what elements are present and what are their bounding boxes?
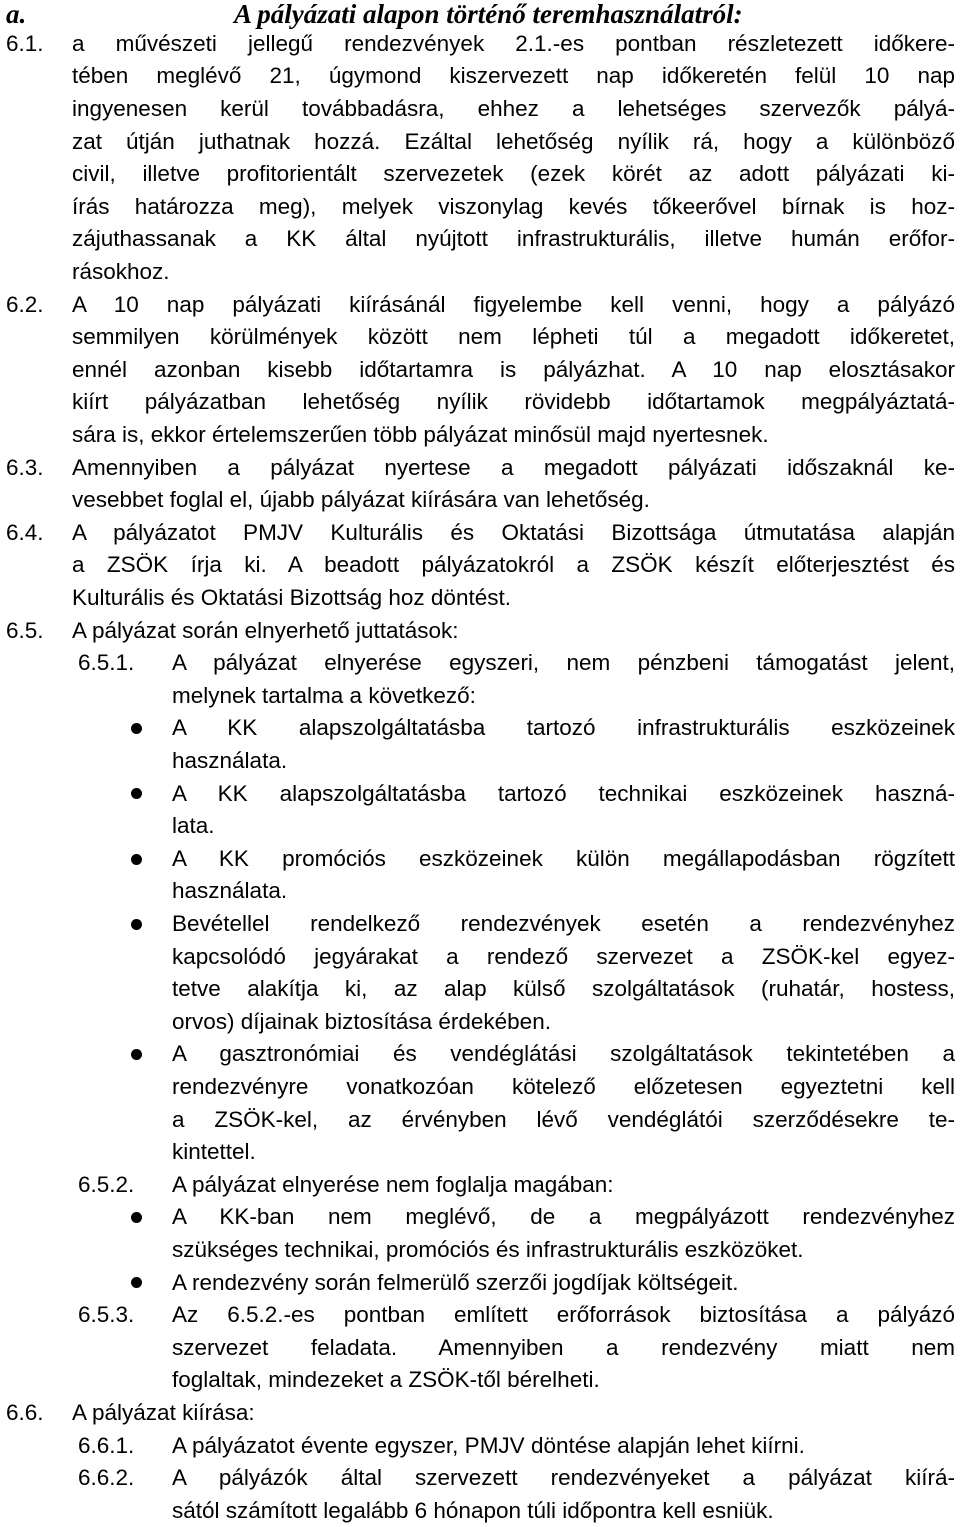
text-line: A pályázat elnyerése egyszeri, nem pénzbeni támogatást jelent, [172, 650, 955, 676]
text-line: a ZSÖK-kel, az érvényben lévő vendéglátói szerződésekre te- [172, 1106, 955, 1132]
text-line: lata. [172, 813, 215, 839]
text-line: A pályázat kiírása: [72, 1399, 255, 1425]
text-line: kapcsolódó jegyárakat a rendező szervezet a ZSÖK-kel egyez- [172, 943, 955, 969]
text-line: A pályázatot PMJV Kulturális és Oktatási Bizottsága útmutatása alapján [72, 519, 955, 545]
text-line: tetve alakítja ki, az alap külső szolgáltatások (ruhatár, hostess, [172, 976, 955, 1002]
text-line: A pályázók által szervezett rendezvényeket a pályázat kiírá- [172, 1465, 955, 1491]
text-line: A 10 nap pályázati kiírásánál figyelembe kell venni, hogy a pályázó [72, 291, 955, 317]
text-line: szükséges technikai, promóciós és infrastrukturális eszközöket. [172, 1236, 804, 1262]
text-line: rendezvényre vonatkozóan kötelező előzetesen egyeztetni kell [172, 1073, 955, 1099]
item-number: 6.6. [6, 1399, 44, 1425]
text-line: A KK alapszolgáltatásba tartozó infrastrukturális eszközeinek [172, 715, 955, 741]
text-line: A rendezvény során felmerülő szerzői jogdíjak költségeit. [172, 1269, 739, 1295]
item-number: 6.2. [6, 291, 44, 317]
item-number: 6.6.1. [78, 1432, 135, 1458]
text-line: a művészeti jellegű rendezvények 2.1.-es pontban részletezett időkere- [72, 30, 955, 56]
bullet-icon [131, 919, 142, 930]
bullet-icon [131, 1049, 142, 1060]
text-line: ennél azonban kisebb időtartamra is pályázhat. A 10 nap elosztásakor [72, 356, 955, 382]
bullet-icon [131, 788, 142, 799]
text-line: kintettel. [172, 1139, 256, 1165]
text-line: Az 6.5.2.-es pontban említett erőforrások biztosítása a pályázó [172, 1302, 955, 1328]
text-line: Bevétellel rendelkező rendezvények esetén a rendezvényhez [172, 910, 955, 936]
text-line: sától számított legalább 6 hónapon túli időpontra kell esniük. [172, 1497, 774, 1523]
text-line: A gasztronómiai és vendéglátási szolgáltatások tekintetében a [172, 1041, 955, 1067]
item-number: 6.3. [6, 454, 44, 480]
text-line: melynek tartalma a következő: [172, 682, 476, 708]
heading-number: a. [6, 0, 27, 29]
text-line: a ZSÖK írja ki. A beadott pályázatokról a ZSÖK készít előterjesztést és [72, 552, 955, 578]
text-line: használata. [172, 747, 288, 773]
item-number: 6.5. [6, 617, 44, 643]
item-number: 6.4. [6, 519, 44, 545]
text-line: sára is, ekkor értelemszerűen több pályázat minősül majd nyertesnek. [72, 421, 769, 447]
text-line: használata. [172, 878, 288, 904]
text-line: kiírt pályázatban lehetőség nyílik rövidebb időtartamok megpályáztatá- [72, 389, 955, 415]
bullet-icon [131, 1212, 142, 1223]
text-line: semmilyen körülmények között nem lépheti túl a megadott időkeretet, [72, 324, 955, 350]
text-line: Kulturális és Oktatási Bizottság hoz döntést. [72, 584, 511, 610]
text-line: vesebbet foglal el, újabb pályázat kiírására van lehetőség. [72, 487, 650, 513]
item-number: 6.5.3. [78, 1302, 135, 1328]
text-line: orvos) díjainak biztosítása érdekében. [172, 1008, 551, 1034]
text-line: A KK promóciós eszközeinek külön megállapodásban rögzített [172, 845, 955, 871]
bullet-icon [131, 854, 142, 865]
item-number: 6.5.1. [78, 650, 135, 676]
text-line: civil, illetve profitorientált szervezetek (ezek körét az adott pályázati ki- [72, 161, 955, 187]
bullet-icon [131, 723, 142, 734]
text-line: zat útján juthatnak hozzá. Ezáltal lehetőség nyílik rá, hogy a különböző [72, 128, 955, 154]
text-line: zájuthassanak a KK által nyújtott infrastrukturális, illetve humán erőfor- [72, 226, 955, 252]
bullet-icon [131, 1277, 142, 1288]
text-line: foglaltak, mindezeket a ZSÖK-től bérelheti. [172, 1367, 600, 1393]
text-line: A pályázat során elnyerhető juttatások: [72, 617, 459, 643]
text-line: A pályázat elnyerése nem foglalja magában: [172, 1171, 614, 1197]
text-line: A KK-ban nem meglévő, de a megpályázott rendezvényhez [172, 1204, 955, 1230]
item-number: 6.5.2. [78, 1171, 135, 1197]
text-line: Amennyiben a pályázat nyertese a megadott pályázati időszaknál ke- [72, 454, 955, 480]
text-line: szervezet feladata. Amennyiben a rendezvény miatt nem [172, 1334, 955, 1360]
text-line: A pályázatot évente egyszer, PMJV döntése alapján lehet kiírni. [172, 1432, 805, 1458]
text-line: írás határozza meg), melyek viszonylag kevés tőkeerővel bírnak is hoz- [72, 193, 955, 219]
text-line: tében meglévő 21, úgymond kiszervezett nap időkeretén felül 10 nap [72, 63, 955, 89]
text-line: A KK alapszolgáltatásba tartozó technikai eszközeinek haszná- [172, 780, 955, 806]
text-line: rásokhoz. [72, 258, 170, 284]
text-line: ingyenesen kerül továbbadásra, ehhez a lehetséges szervezők pályá- [72, 95, 955, 121]
heading-title: A pályázati alapon történő teremhasználatról: [234, 0, 743, 29]
item-number: 6.1. [6, 30, 44, 56]
item-number: 6.6.2. [78, 1465, 135, 1491]
